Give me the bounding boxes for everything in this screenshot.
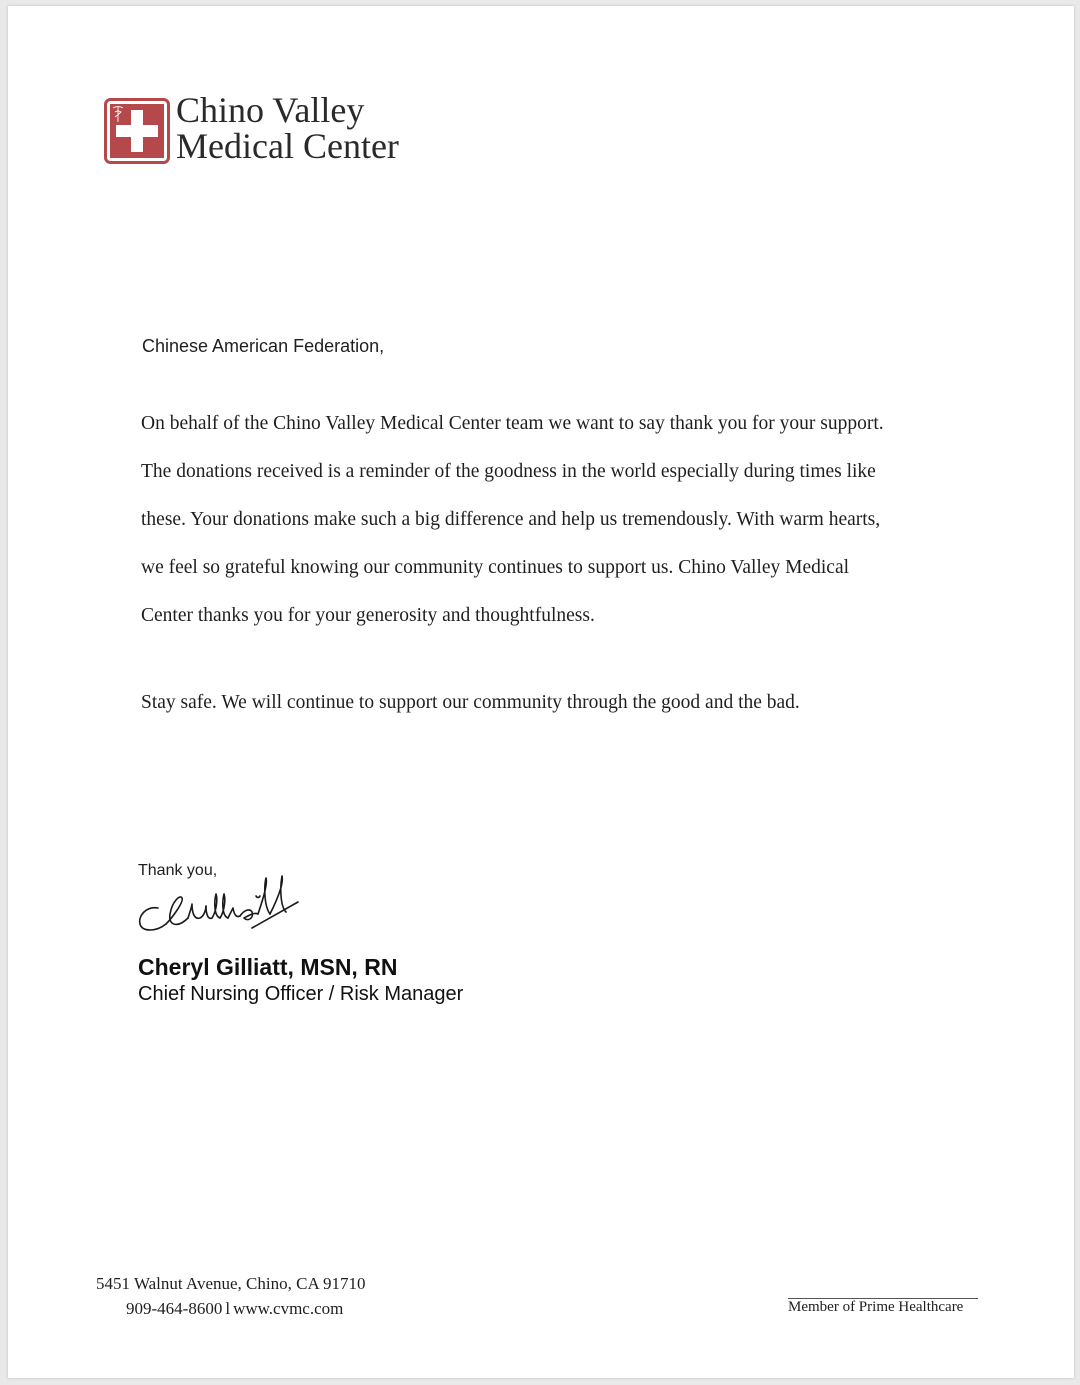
- organization-name-line2: Medical Center: [176, 126, 399, 166]
- body-line: On behalf of the Chino Valley Medical Center team we want to say thank you for your support.: [141, 413, 884, 434]
- footer-phone: 909-464-8600: [126, 1299, 223, 1318]
- medical-cross-caduceus-icon: [104, 98, 170, 164]
- footer-website: www.cvmc.com: [233, 1299, 344, 1318]
- letter-page: [8, 6, 1074, 1378]
- signer-name: Cheryl Gilliatt, MSN, RN: [138, 954, 398, 980]
- closing: Thank you,: [138, 862, 218, 879]
- footer-separator: l: [225, 1299, 231, 1318]
- letter-body: [141, 400, 961, 640]
- footer-contact: [126, 1299, 343, 1319]
- body-line: Center thanks you for your generosity and thoughtfulness.: [141, 605, 595, 626]
- body-line: these. Your donations make such a big difference and help us tremendously. With warm hearts,: [141, 509, 881, 530]
- body-line: The donations received is a reminder of the goodness in the world especially during times like: [141, 461, 876, 482]
- salutation: Chinese American Federation,: [142, 336, 385, 356]
- footer-member: Member of Prime Healthcare: [788, 1299, 964, 1315]
- footer-address: 5451 Walnut Avenue, Chino, CA 91710: [96, 1274, 366, 1293]
- signature: [136, 872, 306, 942]
- organization-name: [176, 92, 399, 164]
- signer-title: Chief Nursing Officer / Risk Manager: [138, 983, 464, 1005]
- closing-paragraph: Stay safe. We will continue to support our community through the good and the bad.: [141, 692, 800, 713]
- organization-name-line1: Chino Valley: [176, 90, 365, 130]
- body-line: we feel so grateful knowing our community continues to support us. Chino Valley Medical: [141, 557, 850, 578]
